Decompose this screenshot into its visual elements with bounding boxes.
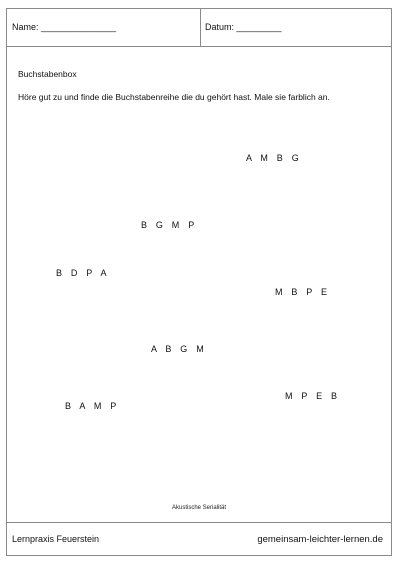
- date-field[interactable]: Datum: _________: [205, 22, 282, 32]
- footer: [7, 522, 391, 556]
- name-field[interactable]: Name: _______________: [7, 9, 201, 46]
- task-instruction: Höre gut zu und finde die Buchstabenreihe die du gehört hast. Male sie farblich an.: [18, 92, 330, 102]
- footer-publisher: Lernpraxis Feuerstein: [12, 534, 100, 544]
- letter-row-3[interactable]: B D P A: [56, 268, 110, 278]
- letter-row-7[interactable]: B A M P: [65, 401, 120, 411]
- caption: Akustische Serialität: [171, 505, 227, 511]
- worksheet: [6, 8, 392, 556]
- letter-row-6[interactable]: M P E B: [285, 391, 341, 401]
- letter-row-1[interactable]: A M B G: [246, 153, 302, 163]
- task-title: Buchstabenbox: [18, 69, 77, 79]
- letter-row-4[interactable]: M B P E: [275, 287, 331, 297]
- footer-website: gemeinsam-leichter-lernen.de: [257, 534, 383, 545]
- header-table: [7, 9, 391, 47]
- letter-row-5[interactable]: A B G M: [151, 344, 207, 354]
- letter-row-2[interactable]: B G M P: [141, 220, 198, 230]
